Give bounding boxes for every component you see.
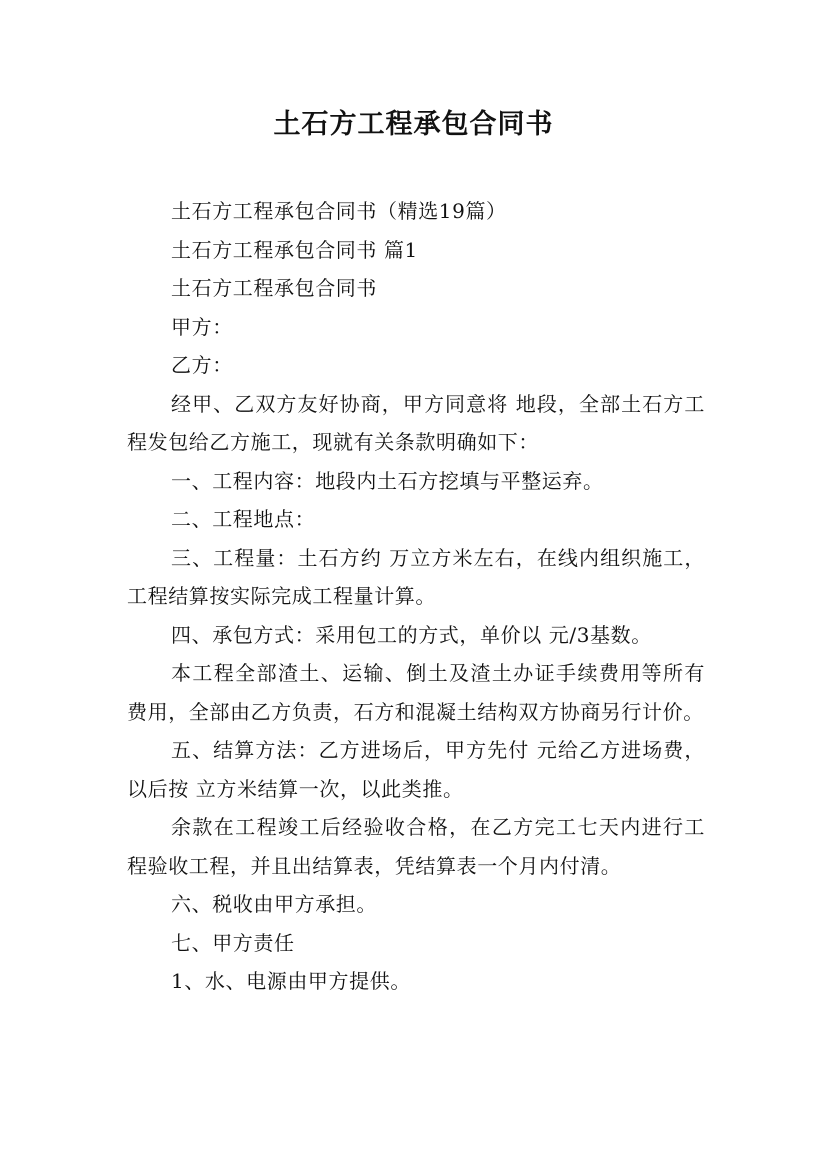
document-title: 土石方工程承包合同书 — [273, 109, 554, 140]
paragraph-clause-6: 六、税收由甲方承担。 — [171, 892, 377, 916]
document-body — [127, 192, 705, 1001]
paragraph-party-b: 乙方： — [171, 353, 233, 377]
paragraph-preamble: 经甲、乙双方友好协商，甲方同意将 地段，全部土石方工程发包给乙方施工，现就有关条款明确如下： — [127, 391, 705, 454]
paragraph-clause-7-item-1: 1、水、电源由甲方提供。 — [171, 969, 411, 993]
paragraph-clause-4: 四、承包方式：采用包工的方式，单价以 元/3基数。 — [171, 622, 652, 647]
paragraph-clause-5-detail: 余款在工程竣工后经验收合格，在乙方完工七天内进行工程验收工程，并且出结算表，凭结算表一个月内付清。 — [127, 815, 705, 878]
paragraph-clause-2: 二、工程地点： — [171, 507, 316, 531]
paragraph-subtitle: 土石方工程承包合同书（精选19篇） — [171, 199, 507, 223]
paragraph-contract-name: 土石方工程承包合同书 — [171, 276, 377, 300]
paragraph-clause-7: 七、甲方责任 — [171, 930, 295, 955]
paragraph-clause-3: 三、工程量：土石方约 万立方米左右，在线内组织施工，工程结算按实际完成工程量计算。 — [127, 545, 705, 608]
paragraph-section-heading: 土石方工程承包合同书 篇1 — [171, 237, 418, 262]
paragraph-party-a: 甲方： — [171, 314, 233, 339]
paragraph-clause-5: 五、结算方法：乙方进场后，甲方先付 元给乙方进场费，以后按 立方米结算一次，以此类推。 — [127, 738, 705, 801]
paragraph-clause-1: 一、工程内容：地段内土石方挖填与平整运弃。 — [171, 468, 604, 493]
paragraph-clause-4-detail: 本工程全部渣土、运输、倒土及渣土办证手续费用等所有费用，全部由乙方负责，石方和混凝土结构双方协商另行计价。 — [127, 661, 705, 724]
